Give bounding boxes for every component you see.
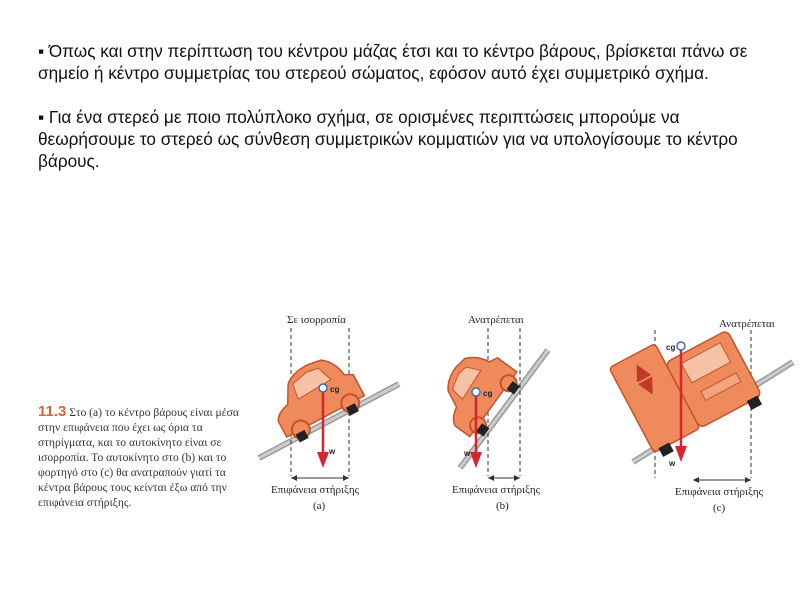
bullet-list [38,40,758,194]
cg-marker-icon [319,384,327,392]
support-label: Επιφάνεια στήριξης [675,486,763,498]
panel-a [253,300,403,530]
panel-letter: (a) [313,500,326,512]
cg-marker-icon [472,388,480,396]
truck-shape [609,311,766,460]
support-label: Επιφάνεια στήριξης [452,484,540,496]
support-label: Επιφάνεια στήριξης [271,484,359,496]
caption-number: 11.3 [38,403,67,420]
panel-c [593,300,798,530]
cg-marker-icon [677,342,685,350]
bullet-2: ▪ Για ένα στερεό με ποιο πολύπλοκο σχήμα, σε ορισμένες περιπτώσεις μπορούμε να θεωρήσουμε το στερεό ως σύνθεση συμμετρικών κομματιών για να υπολογίσουμε το κέντρο βάρους. [38,107,738,171]
svg-text:cg: cg [666,343,676,352]
panel-letter: (b) [496,500,509,512]
panel-letter: (c) [713,502,726,514]
panel-b [428,300,578,530]
figure-11-3 [28,300,798,530]
panel-title: Ανατρέπεται [719,318,775,330]
svg-text:w: w [329,447,336,456]
bullet-1: ▪ Όπως και στην περίπτωση του κέντρου μάζας έτσι και το κέντρο βάρους, βρίσκεται πάνω σε σημείο ή κέντρο συμμετρίας του στερεού σώματος, εφόσον αυτό έχει συμμετρικό σχήμα. [38,41,748,83]
svg-text:cg: cg [330,385,340,394]
car-shape [261,348,369,447]
panel-title: Ανατρέπεται [468,314,524,326]
panel-title: Σε ισορροπία [287,314,346,326]
svg-text:w: w [464,449,471,458]
figure-caption [38,404,243,510]
svg-text:cg: cg [483,389,493,398]
svg-text:w: w [669,459,676,468]
caption-text: Στο (a) το κέντρο βάρους είναι μέσα στην επιφάνεια που έχει ως όρια τα στηρίγματα, και το αυτοκίνητο είναι σε ισορροπία. Το αυτοκίνητο στο (b) και το φορτηγό στο (c) θα ανατραπούν γιατί τα κέντρα βάρους τους κείνται έξω από την επιφάνεια στήριξης. [38,406,239,509]
